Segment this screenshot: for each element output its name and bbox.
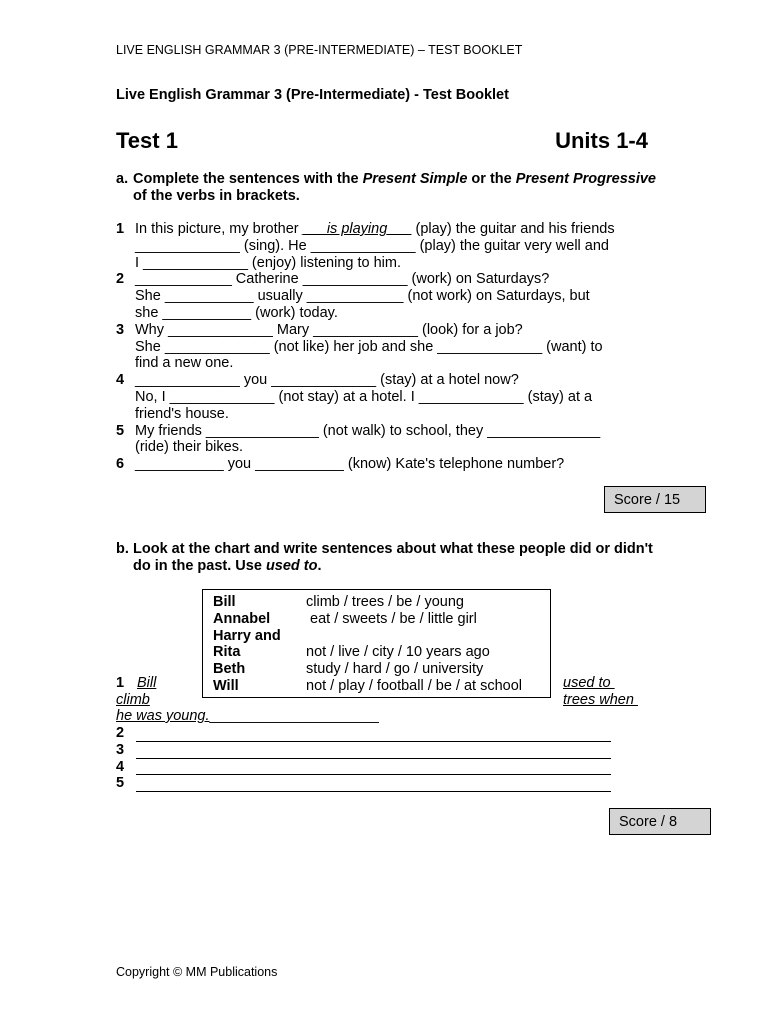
instr-b-text1: Look at the chart and write sentences about what these people did or didn't do in the past. Use [133,541,653,574]
question-text: She ___________ usually ____________ (not work) on Saturdays, but [135,288,590,305]
question-text: My friends ______________ (not walk) to school, they ______________ [135,422,601,439]
question-text: _____________ (sing). He _____________ (play) the guitar very well and [135,237,609,254]
question-text: In this picture, my brother [135,221,303,237]
question-text: (play) the guitar and his friends [411,221,615,237]
question-4 [116,372,656,422]
chart-name: Beth [213,661,246,678]
answer-number: 2 [116,725,125,741]
example-answer: ___is playing___ [302,221,412,237]
book-title: Live English Grammar 3 (Pre-Intermediate) - Test Booklet [116,87,509,103]
question-number: 1 [116,221,125,237]
instr-b-text2: . [317,558,322,574]
chart-name: Bill [213,594,236,610]
question-text: _____________ you _____________ (stay) at a hotel now? [135,372,519,389]
example-word: trees when [563,692,638,708]
chart-row [203,644,550,661]
question-text: No, I _____________ (not stay) at a hotel. I _____________ (stay) at a [135,388,593,405]
question-text: find a new one. [135,355,234,372]
score-box-b: Score / 8 [609,808,711,835]
question-number: 4 [116,372,125,389]
section-a-label: a. [116,171,129,187]
chart-name: Harry and [213,627,281,644]
instr-a-em1: Present Simple [362,171,468,187]
chart-desc: climb / trees / be / young [306,594,464,610]
question-5 [116,423,656,457]
chart-row [203,628,550,645]
example-word: used to [563,675,615,691]
units-title: Units 1-4 [555,128,648,153]
answer-number: 1 [116,675,125,691]
question-2 [116,271,656,321]
answer-lines [116,725,611,792]
chart-row [203,661,550,678]
section-b-label: b. [116,541,129,557]
running-header: LIVE ENGLISH GRAMMAR 3 (PRE-INTERMEDIATE) – TEST BOOKLET [116,43,523,57]
answer-number: 5 [116,775,125,792]
blank-line[interactable] [136,729,611,742]
question-text: she ___________ (work) today. [135,304,338,321]
answer-number: 4 [116,758,125,775]
question-number: 6 [116,456,125,473]
question-1 [116,221,656,271]
section-b-instruction [116,541,656,575]
blank-line[interactable] [136,762,611,775]
question-text: (ride) their bikes. [135,439,243,456]
question-text: She _____________ (not like) her job and she _____________ (want) to [135,338,603,355]
question-text: Why _____________ Mary _____________ (look) for a job? [135,321,523,338]
example-line-3: he was young._____________________ [116,708,379,724]
chart-row [203,594,550,611]
question-text: ___________ you ___________ (know) Kate's telephone number? [135,456,565,473]
chart-desc [306,628,550,645]
instr-a-text3: of the verbs in brackets. [133,188,300,204]
chart-name: Will [213,677,239,694]
instr-a-em2: Present Progressive [515,171,656,187]
question-number: 5 [116,422,125,439]
section-a-questions [116,221,656,473]
chart-name: Rita [213,644,241,661]
question-number: 2 [116,271,125,288]
example-word: Bill [137,675,157,691]
chart-desc: not / live / city / 10 years ago [306,644,490,661]
answer-line[interactable] [116,742,611,759]
blank-line[interactable] [136,779,611,792]
question-number: 3 [116,321,125,338]
question-6 [116,456,656,473]
chart-desc: eat / sweets / be / little girl [306,610,477,627]
chart-desc: not / play / football / be / at school [306,677,523,694]
answer-line[interactable] [116,759,611,776]
chart-row [203,678,550,695]
chart-name: Annabel [213,610,271,627]
example-word: climb [116,692,150,708]
question-3 [116,322,656,372]
question-text: friend's house. [135,405,229,422]
blank-line[interactable] [136,746,611,759]
instr-a-text1: Complete the sentences with the [133,171,363,187]
test-title: Test 1 [116,128,178,153]
answer-number: 3 [116,741,125,758]
question-text: I _____________ (enjoy) listening to him. [135,254,402,271]
copyright: Copyright © MM Publications [116,965,278,979]
score-box-a: Score / 15 [604,486,706,513]
answer-line[interactable] [116,775,611,792]
chart-row [203,611,550,628]
chart-desc: study / hard / go / university [306,661,484,678]
question-text: ____________ Catherine _____________ (work) on Saturdays? [135,271,550,288]
section-a-instruction [116,171,656,205]
people-chart [202,589,551,698]
instr-a-text2: or the [467,171,516,187]
instr-b-em: used to [265,558,318,574]
answer-line[interactable] [116,725,611,742]
